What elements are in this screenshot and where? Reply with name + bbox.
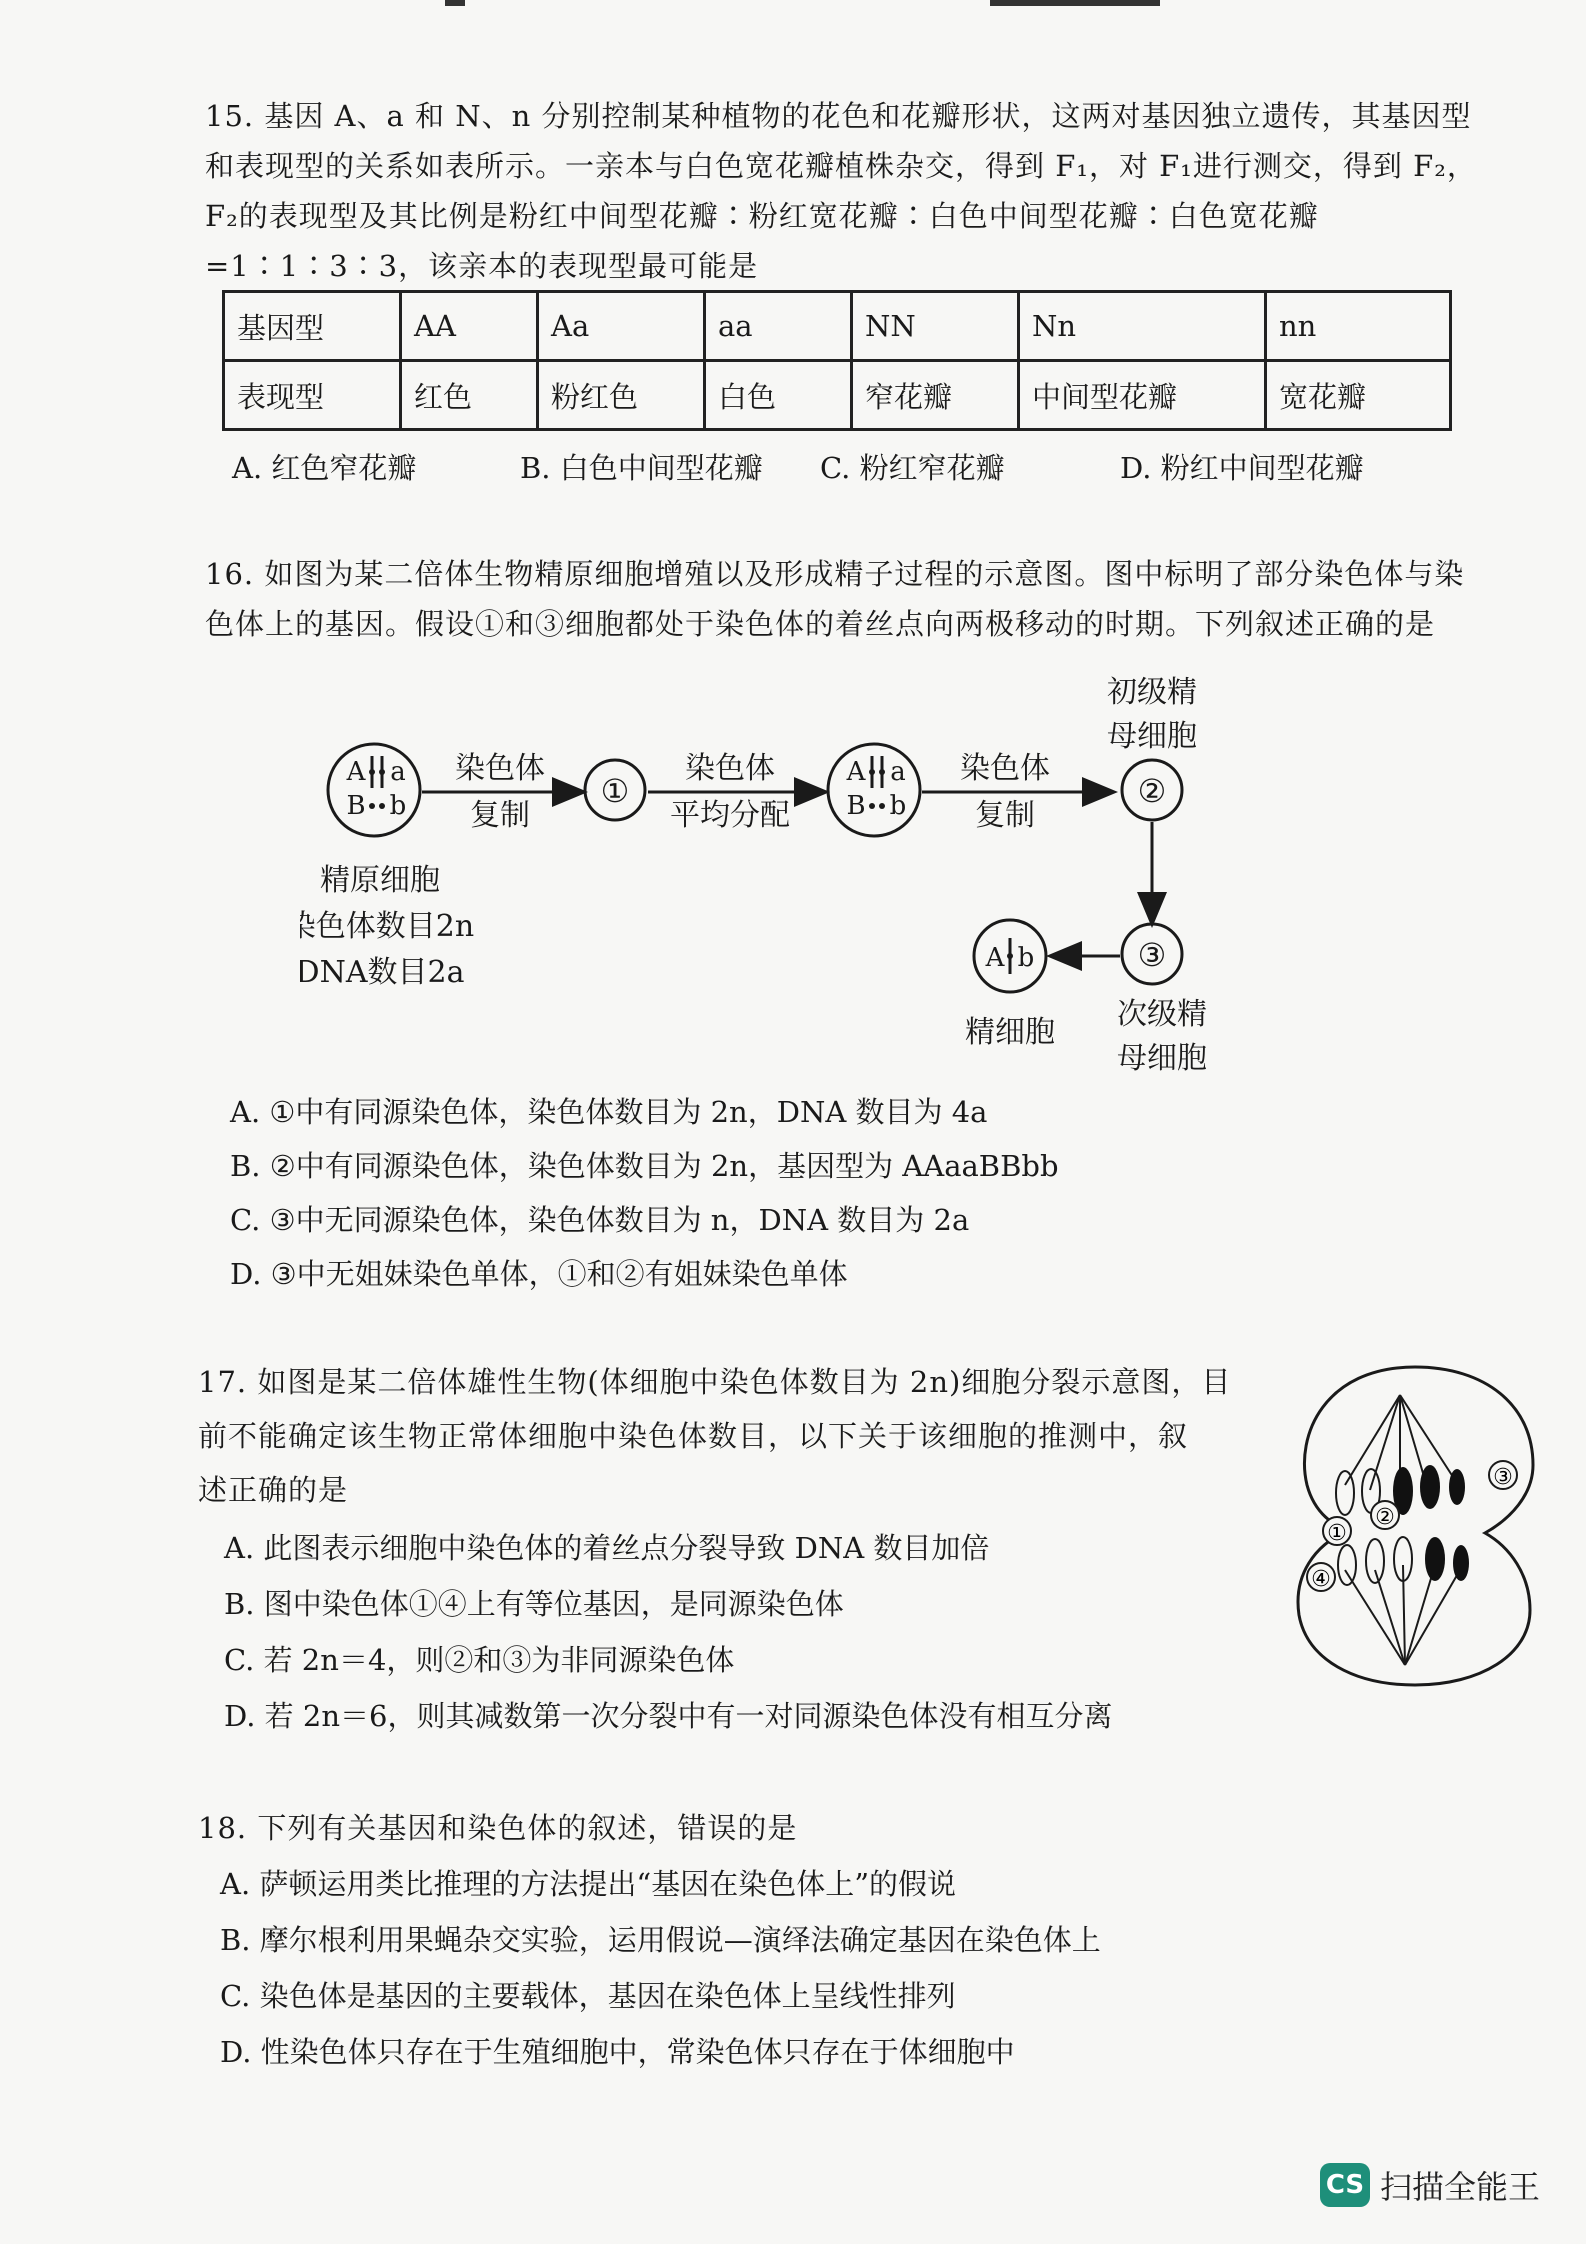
logo-text: 扫描全能王 <box>1380 2168 1541 2206</box>
table-cell: aa <box>705 292 852 361</box>
secondary-spermatocyte-label-2: 母细胞 <box>1117 1041 1207 1076</box>
cell-1-label: ① <box>600 772 630 810</box>
cell-division-figure <box>1285 1355 1545 1695</box>
q17-line: 述正确的是 <box>198 1473 349 1507</box>
figure-label-3: ③ <box>1493 1465 1513 1490</box>
q17-option-d: D. 若 2n＝6，则其减数第一次分裂中有一对同源染色体没有相互分离 <box>224 1699 1113 1733</box>
q15-option-d: D. 粉红中间型花瓣 <box>1120 451 1364 485</box>
spermatogonium-caption-1: 精原细胞 <box>320 863 440 898</box>
q17-option-a: A. 此图表示细胞中染色体的着丝点分裂导致 DNA 数目加倍 <box>224 1531 990 1565</box>
table-cell: 白色 <box>705 361 852 430</box>
table-cell: 表现型 <box>224 361 401 430</box>
spermatogonium-cell-2 <box>828 744 920 836</box>
q17-line: 前不能确定该生物正常体细胞中染色体数目，以下关于该细胞的推测中，叙 <box>198 1419 1189 1453</box>
q17-option-b: B. 图中染色体①④上有等位基因，是同源染色体 <box>224 1587 844 1621</box>
sperm-label: 精细胞 <box>965 1015 1055 1050</box>
table-cell: 窄花瓣 <box>852 361 1019 430</box>
q15-option-a: A. 红色窄花瓣 <box>232 451 417 485</box>
q18-option-d: D. 性染色体只存在于生殖细胞中，常染色体只存在于体细胞中 <box>220 2035 1015 2069</box>
top-edge-mark <box>445 0 465 6</box>
table-cell: Aa <box>538 292 705 361</box>
q18-option-b: B. 摩尔根利用果蝇杂交实验，运用假说—演绎法确定基因在染色体上 <box>220 1923 1101 1957</box>
q16-option-d: D. ③中无姐妹染色单体，①和②有姐妹染色单体 <box>230 1257 848 1291</box>
figure-label-2: ② <box>1375 1505 1395 1530</box>
cell-2-label: ② <box>1137 772 1167 810</box>
logo-badge: CS <box>1320 2163 1370 2207</box>
arrow3-label-bottom: 复制 <box>975 798 1035 833</box>
cell-3-label: ③ <box>1137 936 1167 974</box>
table-cell: 基因型 <box>224 292 401 361</box>
table-cell: NN <box>852 292 1019 361</box>
q16-option-b: B. ②中有同源染色体，染色体数目为 2n，基因型为 AAaaBBbb <box>230 1149 1059 1183</box>
gene-b: b <box>889 791 907 821</box>
table-cell: Nn <box>1019 292 1266 361</box>
q15-line: F₂的表现型及其比例是粉红中间型花瓣∶粉红宽花瓣∶白色中间型花瓣∶白色宽花瓣 <box>205 199 1319 233</box>
q15-option-b: B. 白色中间型花瓣 <box>520 451 763 485</box>
spermatogenesis-diagram <box>300 660 1260 1100</box>
table-cell: 中间型花瓣 <box>1019 361 1266 430</box>
camscanner-logo <box>1320 2162 1540 2208</box>
figure-label-4: ④ <box>1311 1567 1331 1592</box>
spermatogonium-caption-3: DNA数目2a <box>300 955 465 990</box>
q16-line: 16. 如图为某二倍体生物精原细胞增殖以及形成精子过程的示意图。图中标明了部分染色体与染 <box>205 557 1465 591</box>
q18-title: 18. 下列有关基因和染色体的叙述，错误的是 <box>198 1811 798 1845</box>
q17-line: 17. 如图是某二倍体雄性生物(体细胞中染色体数目为 2n)细胞分裂示意图，目 <box>198 1365 1232 1399</box>
primary-spermatocyte-label-1: 初级精 <box>1107 675 1197 710</box>
spermatogonium-cell <box>328 744 420 836</box>
gene-a: a <box>890 757 906 787</box>
table-cell: 粉红色 <box>538 361 705 430</box>
q16-line: 色体上的基因。假设①和③细胞都处于染色体的着丝点向两极移动的时期。下列叙述正确的是 <box>205 607 1436 641</box>
arrow1-label-bottom: 复制 <box>470 798 530 833</box>
table-row <box>224 292 1451 361</box>
gene-A: A <box>985 943 1005 973</box>
table-cell: AA <box>401 292 538 361</box>
arrow3-label-top: 染色体 <box>960 751 1050 786</box>
table-cell: 红色 <box>401 361 538 430</box>
q18-option-a: A. 萨顿运用类比推理的方法提出“基因在染色体上”的假说 <box>220 1867 957 1901</box>
q15-option-c: C. 粉红窄花瓣 <box>820 451 1005 485</box>
gene-b: b <box>1017 943 1035 973</box>
primary-spermatocyte-label-2: 母细胞 <box>1107 719 1197 754</box>
secondary-spermatocyte-label-1: 次级精 <box>1117 997 1207 1032</box>
arrow2-label-top: 染色体 <box>685 751 775 786</box>
table-cell: nn <box>1266 292 1451 361</box>
arrow1-label-top: 染色体 <box>455 751 545 786</box>
q16-option-c: C. ③中无同源染色体，染色体数目为 n，DNA 数目为 2a <box>230 1203 970 1237</box>
top-edge-mark <box>990 0 1160 6</box>
spermatogonium-caption-2: 染色体数目2n <box>300 909 475 944</box>
gene-B: B <box>846 791 866 821</box>
q17-option-c: C. 若 2n＝4，则②和③为非同源染色体 <box>224 1643 735 1677</box>
gene-a: a <box>390 757 406 787</box>
gene-A: A <box>346 757 366 787</box>
table-row <box>224 361 1451 430</box>
table-cell: 宽花瓣 <box>1266 361 1451 430</box>
gene-A: A <box>846 757 866 787</box>
arrow2-label-bottom: 平均分配 <box>670 798 790 833</box>
q15-line: =1∶1∶3∶3，该亲本的表现型最可能是 <box>205 249 759 283</box>
q16-option-a: A. ①中有同源染色体，染色体数目为 2n，DNA 数目为 4a <box>230 1095 988 1129</box>
figure-label-1: ① <box>1327 1521 1347 1546</box>
q15-line: 和表现型的关系如表所示。一亲本与白色宽花瓣植株杂交，得到 F₁，对 F₁进行测交，得到 F₂， <box>205 149 1477 183</box>
q15-line: 15. 基因 A、a 和 N、n 分别控制某种植物的花色和花瓣形状，这两对基因独立遗传，其基因型 <box>205 99 1472 133</box>
gene-B: B <box>346 791 366 821</box>
genotype-phenotype-table <box>222 290 1452 431</box>
gene-b: b <box>389 791 407 821</box>
q18-option-c: C. 染色体是基因的主要载体，基因在染色体上呈线性排列 <box>220 1979 956 2013</box>
